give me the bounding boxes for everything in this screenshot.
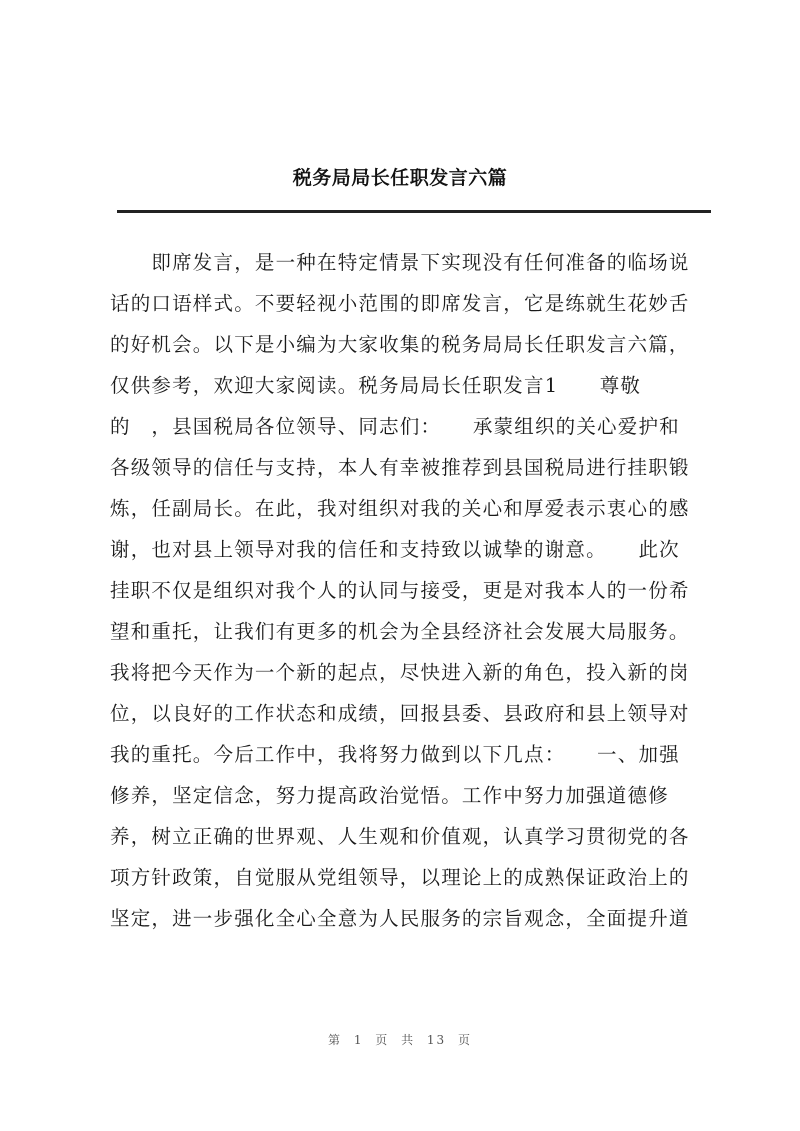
body-line: 即席发言，是一种在特定情景下实现没有任何准备的临场说 <box>110 251 690 274</box>
body-line: 养，树立正确的世界观、人生观和价值观，认真学习贯彻党的各 <box>110 825 690 848</box>
document-title: 税务局局长任职发言六篇 <box>292 167 508 189</box>
title-divider <box>117 210 711 213</box>
body-line: 坚定，进一步强化全心全意为人民服务的宗旨观念，全面提升道 <box>110 907 690 930</box>
body-line: 话的口语样式。不要轻视小范围的即席发言，它是练就生花妙舌 <box>110 292 690 315</box>
body-line: 修养，坚定信念，努力提高政治觉悟。工作中努力加强道德修 <box>110 784 669 807</box>
body-line: 项方针政策，自觉服从党组领导，以理论上的成熟保证政治上的 <box>110 866 690 889</box>
body-line: 望和重托，让我们有更多的机会为全县经济社会发展大局服务。 <box>110 620 690 643</box>
body-line: 的 ，县国税局各位领导、同志们： 承蒙组织的关心爱护和 <box>110 415 680 438</box>
body-line: 仅供参考，欢迎大家阅读。税务局局长任职发言1 尊敬 <box>110 374 642 397</box>
body-line: 位，以良好的工作状态和成绩，回报县委、县政府和县上领导对 <box>110 702 690 725</box>
document-body <box>110 242 720 939</box>
body-line: 谢，也对县上领导对我的信任和支持致以诚挚的谢意。 此次 <box>110 538 680 561</box>
body-line: 我的重托。今后工作中，我将努力做到以下几点： 一、加强 <box>110 743 680 766</box>
body-line: 的好机会。以下是小编为大家收集的税务局局长任职发言六篇， <box>110 333 690 356</box>
body-line: 炼，任副局长。在此，我对组织对我的关心和厚爱表示衷心的感 <box>110 497 690 520</box>
body-line: 各级领导的信任与支持，本人有幸被推荐到县国税局进行挂职锻 <box>110 456 690 479</box>
body-line: 挂职不仅是组织对我个人的认同与接受，更是对我本人的一份希 <box>110 579 690 602</box>
page-number-footer: 第 1 页 共 13 页 <box>328 1033 472 1047</box>
body-line: 我将把今天作为一个新的起点，尽快进入新的角色，投入新的岗 <box>110 661 690 684</box>
